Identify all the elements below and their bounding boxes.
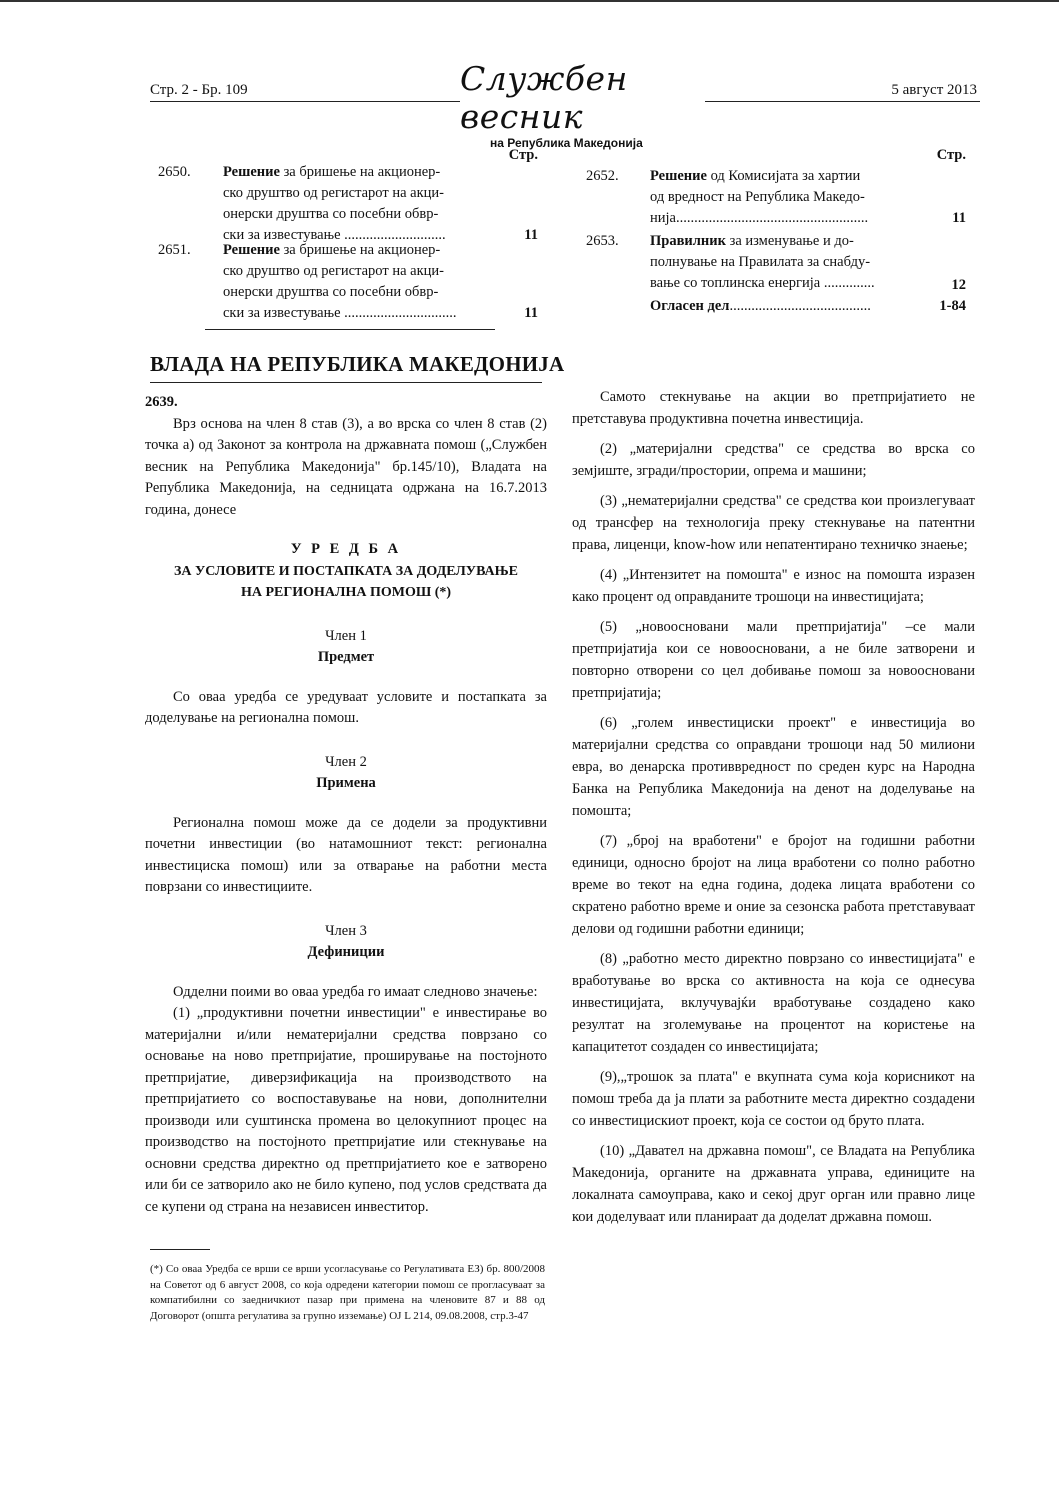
toc-entry-text bbox=[650, 166, 925, 229]
toc-entry-bold: Огласен дел bbox=[650, 298, 730, 314]
toc-rule bbox=[205, 329, 495, 330]
toc-entry-bold: Правилник bbox=[650, 233, 726, 249]
definition-7: (7) „број на вработени" е бројот на годишни работни единици, односно бројот на лица вработени со полно работно време во текот на една година, додека лицата вработени со скратено работно време и оние за сезонска работа претставуваат делови од годишни работни единици; bbox=[572, 833, 975, 937]
toc-entry-text bbox=[223, 162, 498, 246]
toc-line: нија..................................................... bbox=[650, 210, 869, 226]
toc-line: за бришење на акционер- bbox=[279, 164, 441, 180]
masthead bbox=[460, 60, 710, 150]
toc-entry-page: 11 bbox=[524, 227, 538, 243]
section-title-rule bbox=[150, 382, 542, 383]
toc-line: ско друштво од регистарот на акци- bbox=[223, 263, 444, 279]
toc-line: за изменување и до- bbox=[725, 233, 854, 249]
toc-line: полнување на Правилата за снабду- bbox=[650, 254, 871, 270]
definition-1: (1) „продуктивни почетни инвестиции" е инвестирање во материјални и/или нематеријални средства поврзано со основање на ново претпријатие, проширување на постојното претпријатие, диверзификација на производството на претпријатието со воспоставување на нови, дополнителни производи или суштинска промена во целокупниот процес на производство на постојното претпријатие или стекнување на основни средства директно од претпријатието кое е затворено или би се затворило ако не било купено, под услов средствата да се купени од страна на независен инвеститор. bbox=[145, 1005, 547, 1215]
article-2-label: Член 2 bbox=[325, 753, 367, 770]
article-2-text: Регионална помош може да се додели за продуктивни почетни инвестиции (во натамошниот текст: регионална инвестициска помош) или за отварање на работни места поврзани со инвестициите. bbox=[145, 814, 547, 895]
header-rule-left bbox=[150, 101, 460, 102]
header-rule-right bbox=[705, 101, 980, 102]
toc-line: ски за известување ............................... bbox=[223, 305, 457, 321]
toc-line: ....................................... bbox=[729, 298, 871, 314]
toc-entry-bold: Решение bbox=[650, 168, 707, 184]
toc-line: онерски друштва со посебни обвр- bbox=[223, 284, 439, 300]
toc-entry-text bbox=[223, 240, 498, 324]
issue-date: 5 август 2013 bbox=[891, 82, 977, 98]
decree-title-3: НА РЕГИОНАЛНА ПОМОШ (*) bbox=[240, 585, 452, 600]
toc-right bbox=[586, 145, 971, 325]
toc-left bbox=[158, 145, 543, 330]
toc-entry-page: 11 bbox=[524, 305, 538, 321]
toc-line: онерски друштва со посебни обвр- bbox=[223, 206, 439, 222]
masthead-title: Службен весник bbox=[460, 59, 628, 136]
definition-2: (2) „материјални средства" се средства во врска со земјиште, згради/простории, опрема и машини; bbox=[572, 441, 975, 479]
toc-entry-number: 2652. bbox=[586, 168, 619, 184]
footnote-rule bbox=[150, 1249, 210, 1250]
definition-1-continued: Самото стекнување на акции во претпријатието не претставува продуктивна почетна инвестиција. bbox=[572, 389, 975, 427]
toc-page-label: Стр. bbox=[936, 147, 966, 163]
preamble: Врз основа на член 8 став (3), а во врска со член 8 став (2) точка а) од Законот за контрола на државната помош („Службен весник на Република Македонија" бр.145/10), Владата на Република Македонија, на седницата одржана на 16.7.2013 година, донесе bbox=[145, 415, 547, 518]
toc-entry-text bbox=[650, 231, 925, 294]
definition-8: (8) „работно место директно поврзано со инвестицијата" е вработување во врска со активноста на која се однесува инвестицијата, вклучувајќи вработување создадено како резултат на зголемување на процентот на користење на капацитетот создаден со инвестицијата; bbox=[572, 951, 975, 1055]
toc-entry-bold: Решение bbox=[223, 164, 280, 180]
definition-4: (4) „Интензитет на помошта" е износ на помошта изразен како процент од оправданите трошоци на инвестицијата; bbox=[572, 567, 975, 605]
toc-entry-page: 11 bbox=[952, 210, 966, 226]
definition-5: (5) „новоосновани мали претпријатија" –се мали претпријатија кои се новоосновани, а не биле затворени и повторно отворени со цел добивање помош за новоосновани претпријатија; bbox=[572, 619, 975, 701]
article-1-label: Член 1 bbox=[325, 627, 367, 644]
article-1-title: Предмет bbox=[317, 649, 375, 665]
toc-line: од вредност на Република Македо- bbox=[650, 189, 865, 205]
article-2-title: Примена bbox=[316, 775, 376, 791]
toc-line: ско друштво од регистарот на акци- bbox=[223, 185, 444, 201]
toc-line: од Комисијата за хартии bbox=[706, 168, 861, 184]
toc-entry-text bbox=[650, 296, 925, 317]
decree-title-1: У Р Е Д Б А bbox=[290, 541, 402, 557]
left-column bbox=[145, 392, 547, 1218]
decree-title-2: ЗА УСЛОВИТЕ И ПОСТАПКАТА ЗА ДОДЕЛУВАЊЕ bbox=[173, 563, 519, 579]
scan-top-edge bbox=[0, 0, 1059, 16]
page-issue-number: Стр. 2 - Бр. 109 bbox=[150, 82, 248, 98]
toc-entry-number: 2650. bbox=[158, 164, 191, 180]
footnote: (*) Со оваа Уредба се врши се врши усогласување со Регулативата ЕЗ) бр. 800/2008 на Советот од 6 август 2008, со која одредени категории помош се прогласуваат за компатибилни со заедничкиот пазар при примена на членовите 87 и 88 од Договорот (општа регулатива за групно изземање) OJ L 214, 09.08.2008, стр.3-47 bbox=[150, 1263, 545, 1322]
toc-entry-number: 2651. bbox=[158, 242, 191, 258]
definition-9: (9),„трошок за плата" е вкупната сума која корисникот на помош треба да ја плати за работните места директно создадени со инвестицискиот проект, која се состои од бруто плата. bbox=[572, 1069, 975, 1129]
toc-entry-number: 2653. bbox=[586, 233, 619, 249]
article-3-label: Член 3 bbox=[325, 922, 367, 939]
toc-entry-bold: Решение bbox=[223, 242, 280, 258]
toc-line: вање со топлинска енергија .............. bbox=[650, 275, 875, 291]
section-title: ВЛАДА НА РЕПУБЛИКА МАКЕДОНИЈА bbox=[150, 352, 565, 376]
definition-10: (10) „Давател на државна помош", се Владата на Република Македонија, органите на државната управа, единиците на локалната самоуправа, како и секој друг орган или правно лице кои доделуваат или планираат да доделат државна помош. bbox=[572, 1143, 975, 1225]
masthead-subtitle: на Република Македонија bbox=[490, 136, 643, 150]
definition-3: (3) „нематеријални средства" се средства кои произлегуваат од трансфер на технологија преку стекнување на патентни права, лиценци, know-how или непатентирано техничко знаење; bbox=[572, 493, 975, 553]
definition-6: (6) „голем инвестициски проект" е инвестиција во материјални средства со оправдани трошоци над 50 милиони евра, во денарска противвредност по среден курс на Народна Банка на Република Македонија на денот на доделување на помошта; bbox=[572, 715, 975, 819]
doc-number: 2639. bbox=[145, 394, 178, 410]
toc-line: за бришење на акционер- bbox=[279, 242, 441, 258]
article-3-intro: Одделни поими во оваа уредба го имаат следново значење: bbox=[173, 983, 538, 1000]
toc-page-label: Стр. bbox=[508, 147, 538, 163]
article-1-text: Со оваа уредба се уредуваат условите и постапката за доделување на регионална помош. bbox=[145, 688, 547, 726]
toc-entry-page: 12 bbox=[951, 277, 966, 293]
right-column bbox=[572, 386, 975, 1228]
toc-entry-page: 1-84 bbox=[939, 298, 966, 314]
article-3-title: Дефиниции bbox=[307, 944, 385, 960]
toc-line: ски за известување ............................ bbox=[223, 227, 446, 243]
